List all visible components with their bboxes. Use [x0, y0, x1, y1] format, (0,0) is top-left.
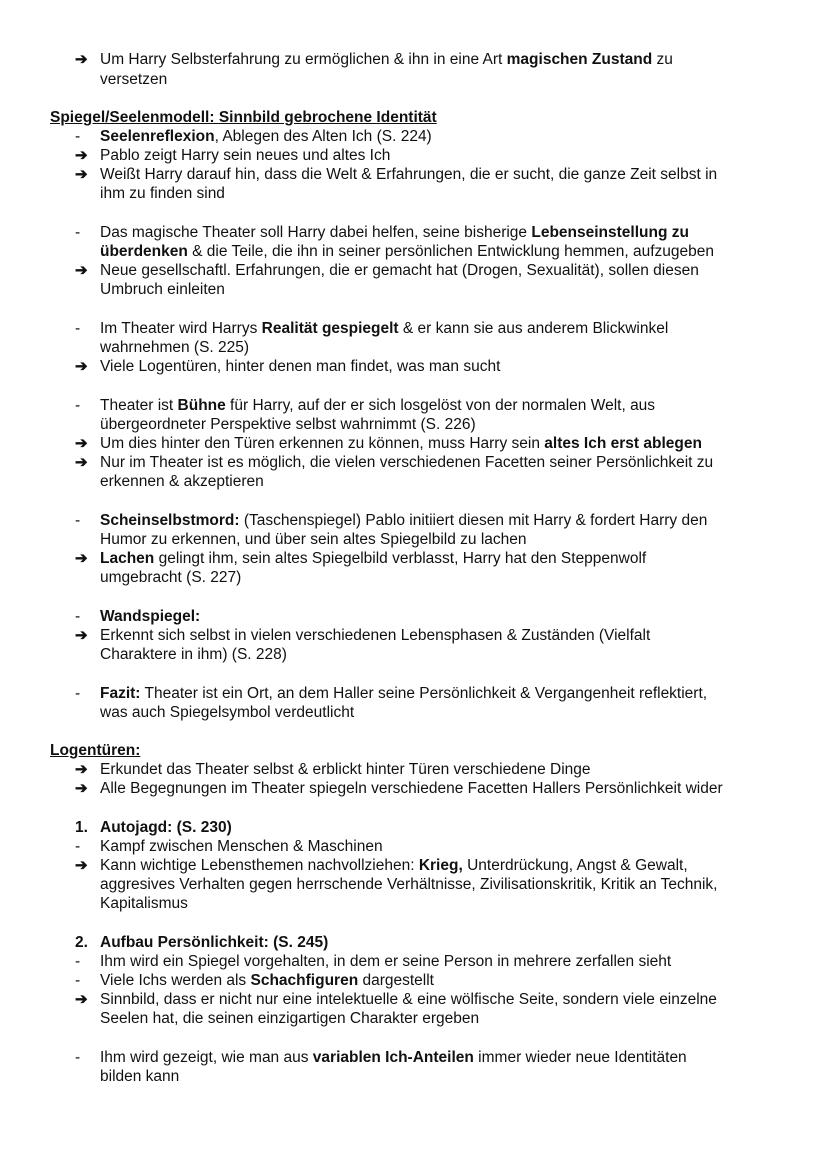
bold-text: Lebenseinstellung zu	[531, 224, 689, 241]
text: Ihm wird gezeigt, wie man aus	[100, 1049, 313, 1066]
text: was auch Spiegelsymbol verdeutlicht	[100, 704, 355, 721]
arrow-bullet-icon: ➔	[75, 454, 88, 471]
bold-text: Bühne	[177, 397, 226, 414]
text: Alle Begegnungen im Theater spiegeln verschiedene Facetten Hallers Persönlichkeit wider	[100, 780, 723, 797]
text: Umbruch einleiten	[100, 281, 225, 298]
bold-text: Wandspiegel:	[100, 608, 201, 625]
text-line	[100, 779, 723, 798]
text: zu	[652, 51, 673, 68]
arrow-bullet-icon: ➔	[75, 780, 88, 797]
text-line	[100, 703, 354, 722]
dash-bullet: -	[75, 685, 81, 702]
text: Spiegel/Seelenmodell: Sinnbild gebrochene Identität	[50, 109, 437, 126]
bold-text: Scheinselbstmord:	[100, 512, 240, 529]
text: , Ablegen des Alten Ich (S. 224)	[214, 128, 432, 145]
text-line	[100, 530, 527, 549]
arrow-bullet-icon: ➔	[75, 262, 88, 279]
text: & die Teile, die ihn in seiner persönlichen Entwicklung hemmen, aufzugeben	[187, 243, 715, 260]
bold-text: Fazit:	[100, 685, 141, 702]
text: versetzen	[100, 71, 168, 88]
text: für Harry, auf der er sich losgelöst von der normalen Welt, aus	[225, 397, 656, 414]
text: Weißt Harry darauf hin, dass die Welt & Erfahrungen, die er sucht, die ganze Zeit selbst in	[100, 166, 718, 183]
text: Unterdrückung, Angst & Gewalt,	[462, 857, 688, 874]
text-line	[100, 146, 390, 165]
dash-bullet: -	[75, 838, 81, 855]
text: Logentüren:	[50, 742, 141, 759]
text-line	[100, 242, 714, 261]
text: (Taschenspiegel) Pablo initiiert diesen mit Harry & fordert Harry den	[239, 512, 708, 529]
text-line	[100, 472, 264, 491]
bold-text: Aufbau Persönlichkeit: (S. 245)	[100, 934, 329, 951]
text-line	[100, 415, 476, 434]
text-line	[100, 875, 717, 894]
text-line	[100, 952, 671, 971]
text: immer wieder neue Identitäten	[473, 1049, 687, 1066]
text: umgebracht (S. 227)	[100, 569, 242, 586]
text-line	[100, 856, 688, 875]
dash-bullet: -	[75, 972, 81, 989]
dash-bullet: -	[75, 224, 81, 241]
text: Kapitalismus	[100, 895, 188, 912]
text: Erkundet das Theater selbst & erblickt hinter Türen verschiedene Dinge	[100, 761, 591, 778]
text: Theater ist ein Ort, an dem Haller seine Persönlichkeit & Vergangenheit reflektiert,	[140, 685, 708, 702]
text: Sinnbild, dass er nicht nur eine intelektuelle & eine wölfische Seite, sondern viele einzelne	[100, 991, 717, 1008]
arrow-bullet-icon: ➔	[75, 166, 88, 183]
text-line	[100, 280, 225, 299]
dash-bullet: -	[75, 320, 81, 337]
text-line	[100, 357, 500, 376]
text: aggresives Verhalten gegen herrschende Verhältnisse, Zivilisationskritik, Kritik an Technik,	[100, 876, 718, 893]
text-line	[100, 511, 707, 530]
text-line	[100, 127, 432, 146]
text: Neue gesellschaftl. Erfahrungen, die er gemacht hat (Drogen, Sexualität), sollen diesen	[100, 262, 699, 279]
text: Im Theater wird Harrys	[100, 320, 262, 337]
text-line	[100, 165, 717, 184]
text: übergeordneter Perspektive selbst wahrnimmt (S. 226)	[100, 416, 476, 433]
text: Ihm wird ein Spiegel vorgehalten, in dem er seine Person in mehrere zerfallen sieht	[100, 953, 672, 970]
bold-text: altes Ich erst ablegen	[544, 435, 702, 452]
text: Um dies hinter den Türen erkennen zu können, muss Harry sein	[100, 435, 545, 452]
text-line	[100, 434, 702, 453]
text-line	[100, 1009, 479, 1028]
text-line	[100, 568, 241, 587]
text: erkennen & akzeptieren	[100, 473, 264, 490]
text-line	[100, 223, 689, 242]
list-number: 1.	[75, 819, 88, 836]
bold-text: Krieg,	[418, 857, 463, 874]
bold-text: magischen Zustand	[506, 51, 653, 68]
text: ihm zu finden sind	[100, 185, 225, 202]
arrow-bullet-icon: ➔	[75, 51, 88, 68]
arrow-bullet-icon: ➔	[75, 147, 88, 164]
section-heading	[50, 741, 140, 760]
dash-bullet: -	[75, 397, 81, 414]
text-line	[100, 645, 287, 664]
text: Viele Ichs werden als	[100, 972, 251, 989]
text-line	[100, 1067, 179, 1086]
text-line	[100, 684, 707, 703]
dash-bullet: -	[75, 128, 81, 145]
text: Das magische Theater soll Harry dabei helfen, seine bisherige	[100, 224, 532, 241]
text: Kann wichtige Lebensthemen nachvollziehen:	[100, 857, 419, 874]
text-line	[100, 184, 225, 203]
section-heading	[50, 108, 437, 127]
text-line	[100, 933, 328, 952]
arrow-bullet-icon: ➔	[75, 991, 88, 1008]
dash-bullet: -	[75, 512, 81, 529]
bold-text: variablen Ich-Anteilen	[312, 1049, 474, 1066]
text-line	[100, 549, 646, 568]
text-line	[100, 837, 383, 856]
dash-bullet: -	[75, 953, 81, 970]
text: wahrnehmen (S. 225)	[100, 339, 250, 356]
text-line	[100, 760, 591, 779]
text-line	[100, 818, 232, 837]
arrow-bullet-icon: ➔	[75, 550, 88, 567]
text-line	[100, 971, 434, 990]
dash-bullet: -	[75, 608, 81, 625]
text-line	[100, 261, 699, 280]
list-number: 2.	[75, 934, 88, 951]
text-line	[100, 626, 650, 645]
text-line	[100, 70, 167, 89]
text-line	[100, 396, 655, 415]
text-line	[100, 990, 717, 1009]
bold-text: Autojagd: (S. 230)	[100, 819, 232, 836]
text-line	[100, 607, 200, 626]
text: Theater ist	[100, 397, 178, 414]
text: bilden kann	[100, 1068, 180, 1085]
text: Nur im Theater ist es möglich, die vielen verschiedenen Facetten seiner Persönlichkeit zu	[100, 454, 714, 471]
text: & er kann sie aus anderem Blickwinkel	[398, 320, 669, 337]
text-line	[100, 453, 713, 472]
text: Pablo zeigt Harry sein neues und altes Ich	[100, 147, 391, 164]
bold-text: überdenken	[100, 243, 188, 260]
bold-text: Realität gespiegelt	[261, 320, 399, 337]
text: gelingt ihm, sein altes Spiegelbild verblasst, Harry hat den Steppenwolf	[154, 550, 647, 567]
text-line	[100, 338, 249, 357]
text: Viele Logentüren, hinter denen man findet, was man sucht	[100, 358, 501, 375]
text: Erkennt sich selbst in vielen verschiedenen Lebensphasen & Zuständen (Vielfalt	[100, 627, 651, 644]
bold-text: Lachen	[100, 550, 155, 567]
bold-text: Schachfiguren	[250, 972, 359, 989]
text: Charaktere in ihm) (S. 228)	[100, 646, 287, 663]
dash-bullet: -	[75, 1049, 81, 1066]
text: Kampf zwischen Menschen & Maschinen	[100, 838, 383, 855]
text-line	[100, 50, 673, 69]
arrow-bullet-icon: ➔	[75, 435, 88, 452]
text: Humor zu erkennen, und über sein altes Spiegelbild zu lachen	[100, 531, 527, 548]
arrow-bullet-icon: ➔	[75, 857, 88, 874]
text: Um Harry Selbsterfahrung zu ermöglichen & ihn in eine Art	[100, 51, 507, 68]
text: dargestellt	[358, 972, 434, 989]
text-line	[100, 319, 668, 338]
bold-text: Seelenreflexion	[100, 128, 215, 145]
text: Seelen hat, die seinen einzigartigen Charakter ergeben	[100, 1010, 480, 1027]
arrow-bullet-icon: ➔	[75, 627, 88, 644]
arrow-bullet-icon: ➔	[75, 358, 88, 375]
text-line	[100, 1048, 687, 1067]
text-line	[100, 894, 188, 913]
arrow-bullet-icon: ➔	[75, 761, 88, 778]
